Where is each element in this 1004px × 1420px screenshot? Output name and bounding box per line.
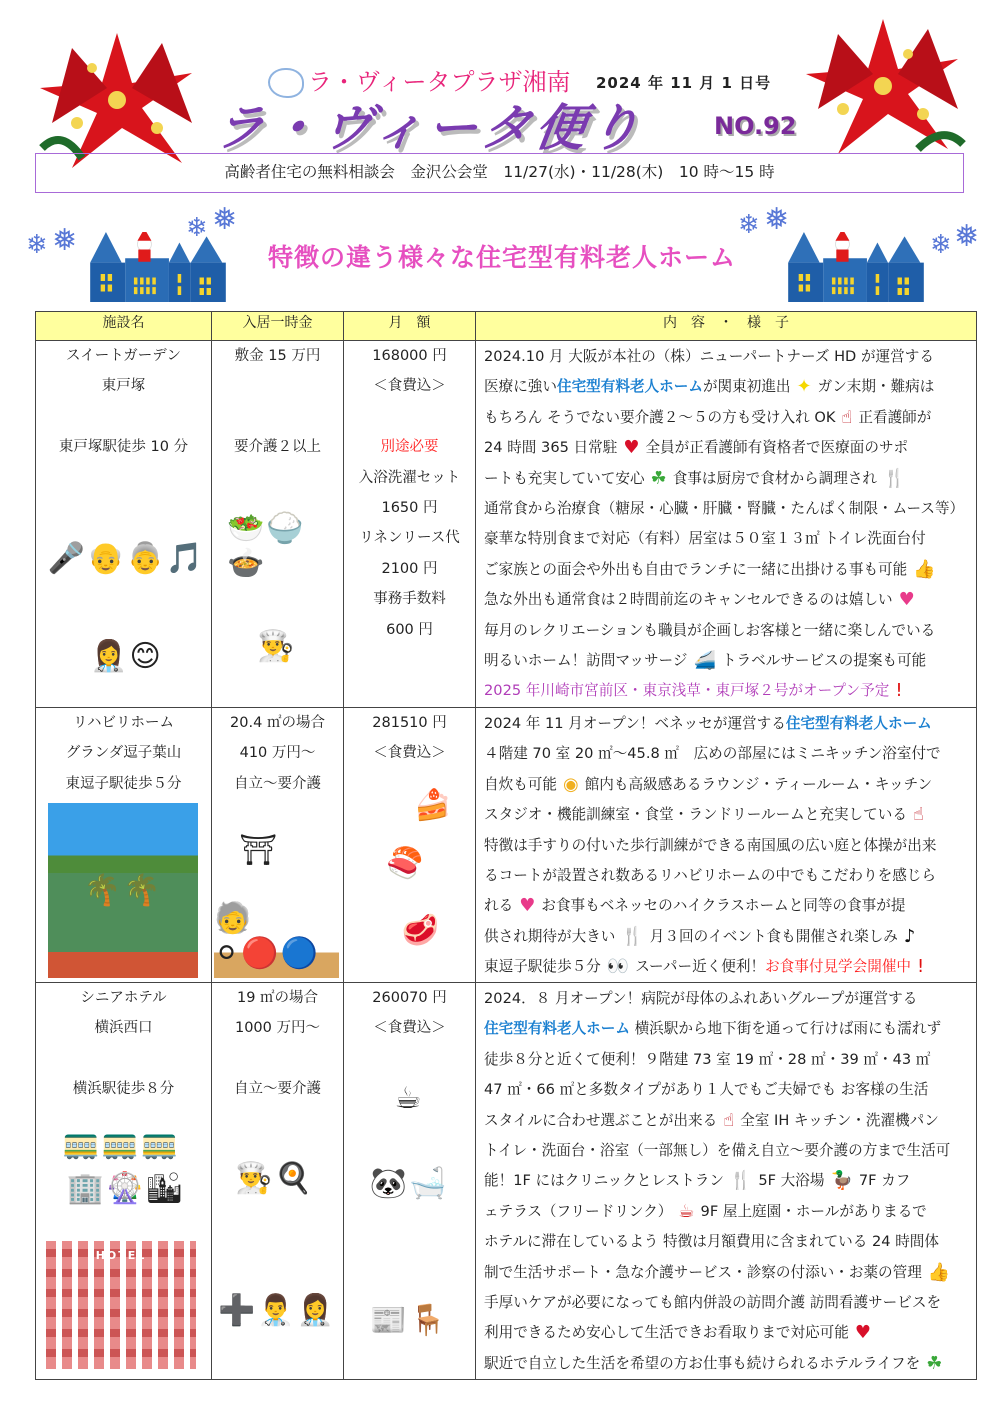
text-segment: スタイルに合わせ選ぶことが出来る	[484, 1111, 718, 1129]
text-segment: 毎月のレクリエーションも職員が企画しお客様と一緒に楽しんでいる	[484, 621, 936, 639]
monthly-fee-line: 1650 円	[381, 499, 438, 516]
deposit-cell	[212, 708, 344, 983]
details-line	[476, 585, 976, 615]
deposit-line: 19 ㎡の場合	[236, 990, 319, 1006]
monthly-fee-line: 別途必要	[380, 439, 439, 456]
details-line	[476, 1288, 976, 1318]
pointing-hand-icon: ☝	[841, 406, 853, 428]
column-header-deposit: 入居一時金	[212, 312, 344, 341]
monthly-fee-cell	[344, 983, 476, 1380]
issue-number: NO.92	[714, 112, 797, 140]
cutlery-icon: 🍴	[883, 467, 906, 489]
deposit-line: 要介護２以上	[234, 439, 321, 456]
monthly-fee-line: ＜食費込＞	[373, 378, 446, 395]
deposit-line: 410 万円～	[239, 745, 316, 762]
monthly-fee-line: 入浴洗濯セット	[358, 469, 461, 486]
exclamation-icon: !	[917, 956, 925, 978]
text-segment: 横浜駅から地下街を通って行けば雨にも濡れず	[629, 1020, 942, 1038]
facility-name-line: シニアホテル	[80, 990, 167, 1006]
details-line	[476, 831, 976, 861]
text-segment: ご家族との面会や外出も自由でランチに一緒に出掛ける事も可能	[484, 560, 908, 578]
text-segment: 急な外出も通常食は２時間前迄のキャンセルできるのは嬉しい	[484, 591, 893, 609]
text-segment: 医療に強い	[484, 378, 557, 396]
text-segment: 自炊も可能	[484, 775, 557, 793]
highlight-text: 住宅型有料老人ホーム	[556, 378, 703, 396]
monthly-fee-cell	[344, 708, 476, 983]
clover-icon: ☘	[926, 1352, 943, 1374]
details-cell	[476, 708, 977, 983]
monthly-fee-line: ＜食費込＞	[373, 745, 446, 762]
text-segment: が関東初進出	[702, 378, 791, 396]
details-line	[476, 800, 976, 830]
newsletter-title: ラ・ヴィータ便り	[210, 99, 648, 157]
details-line	[476, 984, 976, 1014]
senior-bocce-illustration: 🧓⚪🔴🔵	[214, 893, 339, 978]
details-cell	[476, 341, 977, 708]
snowflake-icon: ❅	[764, 202, 790, 237]
details-line	[476, 770, 976, 800]
text-segment: 駅近で自立した生活を希望の方お仕事も続けられるホテルライフを	[484, 1354, 921, 1372]
consultation-event-banner: 高齢者住宅の無料相談会 金沢公会堂 11/27(水)・11/28(木) 10 時～15 時	[35, 153, 964, 193]
text-segment: スタジオ・機能訓練室・食堂・ランドリールームと充実している	[484, 806, 907, 824]
column-header-details: 内 容 ・ 様 子	[476, 312, 977, 341]
details-line	[476, 922, 976, 952]
facility-name-line: 東戸塚駅徒歩 10 分	[58, 439, 189, 456]
facility-name-line: 横浜駅徒歩８分	[72, 1081, 175, 1098]
text-segment: 徒歩８分と近くて便利！９階建 73 室 19 ㎡・28 ㎡・39 ㎡・43 ㎡	[484, 1050, 931, 1068]
pointing-hand-icon: ☝	[723, 1109, 735, 1131]
text-segment: 2024.10 月 大阪が本社の（株）ニューパートナーズ HD が運営する	[484, 348, 934, 365]
monthly-fee-line: 600 円	[386, 621, 433, 638]
facility-name-cell	[36, 708, 212, 983]
city-skyline-illustration: 🏢🎡🏙	[46, 1163, 206, 1213]
emphasis-text: 2025 年川崎市宮前区・東京浅草・東戸塚２号がオープン予定	[484, 682, 890, 700]
monthly-fee-line: リネンリース代	[359, 530, 460, 547]
details-line	[476, 524, 976, 554]
text-segment: ートも充実していて安心	[484, 469, 645, 487]
music-note-icon: ♪	[903, 925, 916, 947]
table-row	[36, 983, 977, 1380]
reading-newspaper-illustration: 📰🪑	[349, 1273, 469, 1368]
text-segment: 特徴は手すりの付いた歩行訓練ができる南国風の広い庭と体操が出来	[484, 836, 937, 854]
castle-with-santa-left-icon	[83, 232, 233, 302]
text-segment: 7F カフ	[858, 1172, 911, 1190]
details-line	[476, 1166, 976, 1196]
facility-comparison-table	[35, 311, 977, 1380]
text-segment: 供され期待が大きい	[484, 927, 616, 945]
thumbs-up-good-icon: 👍	[927, 1261, 951, 1283]
text-segment: ガン末期・難病は	[817, 378, 935, 396]
text-segment: 能！1F にはクリニックとレストラン	[484, 1172, 724, 1190]
text-segment: 9F 屋上庭園・ホールがありまるで	[700, 1202, 927, 1220]
monthly-fee-line: 260070 円	[372, 990, 447, 1006]
details-line	[476, 676, 976, 706]
details-line	[476, 952, 976, 982]
facility-name-line	[36, 1044, 211, 1074]
chef-cooking-illustration: 👨‍🍳🍳	[217, 1128, 332, 1228]
train-illustration: 🚃🚃🚃	[46, 1123, 196, 1163]
deposit-line: 20.4 ㎡の場合	[230, 715, 325, 731]
steak-illustration: 🥩	[374, 898, 469, 963]
facility-name-line: リハビリホーム	[72, 715, 175, 731]
castle-with-santa-right-icon	[781, 232, 931, 302]
details-line	[476, 616, 976, 646]
clover-icon: ☘	[650, 467, 667, 489]
poinsettia-right-icon	[798, 14, 968, 164]
text-segment: もちろん そうでない要介護２～５の方も受け入れ OK	[484, 408, 836, 426]
palm-tennis-court-illustration: 🌴🌴	[48, 803, 198, 978]
chef-illustration: 👨‍🍳	[232, 596, 322, 696]
text-segment: 5F 大浴場	[758, 1172, 825, 1190]
heart-icon: ♥	[898, 589, 915, 611]
details-line	[476, 1197, 976, 1227]
text-segment: 豪華な特別食まで対応（有料）居室は５０室１３㎡ トイレ洗面台付	[484, 530, 926, 548]
snowflake-icon: ❅	[212, 202, 238, 237]
text-segment: 24 時間 365 日常駐	[484, 439, 618, 457]
text-segment: 食事は厨房で食材から調理され	[672, 469, 878, 487]
brand-name: ラ・ヴィータプラザ湘南	[268, 62, 571, 98]
details-line	[476, 861, 976, 891]
text-segment: 制で生活サポート・急な介護サービス・診察の付添い・お薬の管理	[484, 1263, 922, 1281]
text-segment: 月３回のイベント食も開催され楽しみ	[649, 927, 898, 945]
facility-name-line	[36, 402, 211, 432]
exclamation-icon: !	[895, 680, 903, 702]
text-segment: ４階建 70 室 20 ㎡～45.8 ㎡ 広めの部屋にはミニキッチン浴室付で	[484, 745, 941, 763]
facility-name-line: 東逗子駅徒歩５分	[65, 775, 182, 792]
eyes-icon: 👀	[606, 956, 630, 978]
text-segment: 利用できるため安心して生活できお看取りまで対応可能	[484, 1324, 849, 1342]
poinsettia-left-icon	[32, 28, 202, 173]
text-segment: 全室 IH キッチン・洗濯機パン	[740, 1111, 939, 1129]
heart-icon: ♥	[519, 895, 536, 917]
pointing-hand-icon: ☝	[912, 804, 924, 826]
medical-staff-illustration: ➕👨‍⚕️👩‍⚕️	[217, 1248, 337, 1373]
snowflake-icon: ❄	[930, 230, 952, 260]
text-segment: 2024 年 11 月オープン！ベネッセが運営する	[484, 715, 786, 732]
details-line	[476, 739, 976, 769]
singing-seniors-illustration: 🎤👴👵🎵	[44, 511, 209, 606]
sushi-illustration: 🍣	[346, 833, 466, 893]
monthly-fee-line: ＜食費込＞	[373, 1020, 446, 1037]
facility-name-cell	[36, 341, 212, 708]
nurse-cap-icon: ♥	[854, 1322, 871, 1344]
facility-name-line: グランダ逗子葉山	[65, 745, 182, 762]
text-segment: 2024．８ 月オープン！病院が母体のふれあいグループが運営する	[484, 990, 918, 1007]
details-line	[476, 891, 976, 921]
snowflake-icon: ❄	[26, 230, 48, 260]
details-cell	[476, 983, 977, 1380]
deposit-line: 1000 万円～	[234, 1020, 320, 1037]
text-segment: トラベルサービスの提案も可能	[721, 651, 927, 669]
text-segment: 館内も高級感あるラウンジ・ティールーム・キッチン	[584, 775, 933, 793]
deposit-line	[212, 402, 343, 432]
highlight-text: 住宅型有料老人ホーム	[484, 1020, 630, 1038]
deposit-cell	[212, 341, 344, 708]
details-line	[476, 1014, 976, 1044]
text-segment: 明るいホーム！訪問マッサージ	[484, 651, 688, 669]
facility-name-cell	[36, 983, 212, 1380]
text-segment: るコートが設置され数あるリハビリホームの中でもこだわりを感じら	[484, 866, 936, 884]
deposit-line: 自立～要介護	[234, 1081, 321, 1098]
coffee-cup-illustration: ☕	[379, 1073, 439, 1123]
fried-egg-icon: ◉	[562, 773, 579, 795]
coffee-cup-icon: ☕	[678, 1200, 695, 1222]
thumbs-up-good-icon: 👍	[913, 558, 936, 580]
panda-bath-illustration: 🐼🛁	[349, 1143, 469, 1223]
monthly-fee-line: 2100 円	[381, 560, 438, 577]
text-segment: ホテルに滞在しているよう 特徴は月額費用に含まれている 24 時間体	[484, 1233, 939, 1251]
emphasis-text: お食事付見学会開催中	[765, 958, 912, 976]
cake-illustration: 🍰	[394, 778, 474, 833]
details-line	[476, 342, 976, 372]
section-heading: 特徴の違う様々な住宅型有料老人ホーム	[268, 243, 737, 272]
details-line	[476, 464, 976, 494]
smiling-staff-illustration: 👩‍⚕️😊	[44, 611, 209, 701]
text-segment: 正看護師が	[858, 408, 932, 426]
details-line	[476, 646, 976, 676]
facility-name-line: スイートガーデン	[66, 348, 181, 364]
deposit-line	[212, 371, 343, 401]
facility-name-line: 東戸塚	[101, 378, 146, 395]
rubber-duck-icon: 🦆	[830, 1170, 853, 1192]
issue-date: 2024 年 11 月 1 日号	[596, 74, 772, 92]
monthly-fee-line	[344, 402, 475, 432]
text-segment: お食事もベネッセのハイクラスホームと同等の食事が提	[541, 897, 906, 915]
deposit-cell	[212, 983, 344, 1380]
sparkle-icon: ✦	[796, 376, 812, 398]
details-line	[476, 403, 976, 433]
table-row	[36, 341, 977, 708]
text-segment: れる	[484, 897, 514, 915]
cutlery-icon: 🍴	[729, 1170, 753, 1192]
column-header-monthly: 月 額	[344, 312, 476, 341]
facility-name-line: 横浜西口	[94, 1020, 153, 1037]
hotel-building-illustration: HOTEL	[46, 1241, 196, 1369]
text-segment: トイレ・洗面台・浴室（一部無し）を備え自立～要介護の方まで生活可	[484, 1141, 951, 1159]
details-line	[476, 1136, 976, 1166]
snowflake-icon: ❄	[186, 213, 208, 243]
details-line	[476, 1075, 976, 1105]
meal-set-illustration: 🥗🍚🍲	[227, 506, 327, 586]
monthly-fee-line: 168000 円	[372, 348, 447, 364]
snowflake-icon: ❄	[738, 210, 760, 240]
details-line	[476, 1106, 976, 1136]
snowflake-icon: ❅	[52, 223, 78, 258]
deposit-line: 敷金 15 万円	[234, 348, 321, 364]
snowflake-icon: ❅	[954, 219, 980, 254]
highlight-text: 住宅型有料老人ホーム	[785, 715, 932, 732]
details-line	[476, 494, 976, 524]
text-segment: 47 ㎡・66 ㎡と多数タイプがあり１人でもご夫婦でも お客様の生活	[484, 1081, 929, 1099]
details-line	[476, 1258, 976, 1288]
text-segment: スーパー近く便利！	[635, 958, 766, 976]
details-line	[476, 709, 976, 739]
text-segment: 全員が正看護師有資格者で医療面のサポ	[645, 439, 909, 457]
monthly-fee-line: 事務手数料	[373, 591, 446, 608]
nurse-cap-icon: ♥	[623, 437, 640, 459]
gazebo-illustration: ⛩	[214, 813, 304, 888]
details-line	[476, 1318, 976, 1348]
monthly-fee-cell	[344, 341, 476, 708]
details-line	[476, 555, 976, 585]
text-segment: 東逗子駅徒歩５分	[484, 958, 601, 976]
deposit-line: 自立～要介護	[234, 775, 321, 792]
text-segment: ェテラス（フリードリンク）	[484, 1202, 673, 1220]
bullet-train-icon: 🚄	[693, 649, 716, 671]
deposit-line	[212, 1044, 343, 1074]
details-line	[476, 372, 976, 402]
details-line	[476, 1045, 976, 1075]
monthly-fee-line: 281510 円	[372, 715, 447, 731]
details-line	[476, 1349, 976, 1379]
details-line	[476, 433, 976, 463]
text-segment: 通常食から治療食（糖尿・心臓・肝臓・腎臓・たんぱく制限・ムース等）	[484, 499, 965, 517]
column-header-facility: 施設名	[36, 312, 212, 341]
details-line	[476, 1227, 976, 1257]
table-row	[36, 708, 977, 983]
cutlery-icon: 🍴	[621, 925, 644, 947]
text-segment: 手厚いケアが必要になっても館内併設の訪問介護 訪問看護サービスを	[484, 1293, 942, 1311]
